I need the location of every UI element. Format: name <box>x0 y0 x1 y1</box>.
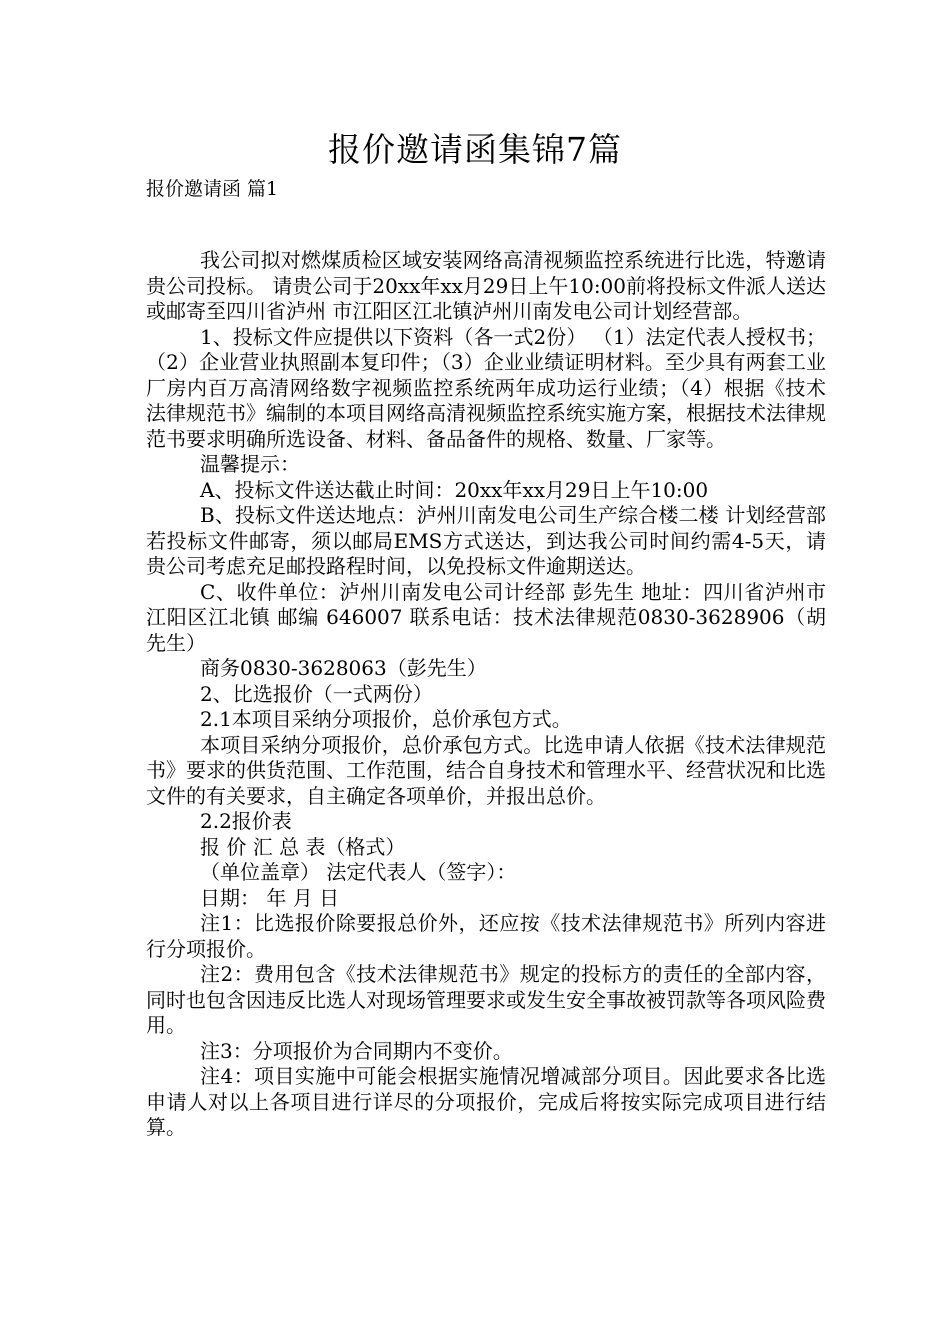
section-heading: 报价邀请函 篇1 <box>146 178 279 200</box>
paragraph-note-3: 注3：分项报价为合同期内不变价。 <box>200 1038 513 1063</box>
paragraph-tip-a: A、投标文件送达截止时间：20xx年xx月29日上午10:00 <box>200 477 709 502</box>
paragraph-item-1: 1、投标文件应提供以下资料（各一式2份） （1）法定代表人授权书； （2）企业营业执照副本复印件；（3）企业业绩证明材料。至少具有两套工业厂房内百万高清网络数字视频监控系统两年成功运行业绩；（4）根据《技术法律规范书》编制的本项目网络高清视频监控系统实施方案，根据技术法律规范书要求明确所选设备、材料、备品备件的规格、数量、厂家等。 <box>146 324 826 451</box>
paragraph-date-line: 日期： 年 月 日 <box>200 885 340 910</box>
paragraph-tips-heading: 温馨提示： <box>200 452 300 476</box>
paragraph-item-2-1: 2.1本项目采纳分项报价，总价承包方式。 <box>200 707 572 731</box>
paragraph-note-4: 注4：项目实施中可能会根据实施情况增减部分项目。因此要求各比选申请人对以上各项目进行详尽的分项报价，完成后将按实际完成项目进行结算。 <box>146 1064 826 1139</box>
paragraph-note-1: 注1：比选报价除要报总价外，还应按《技术法律规范书》所列内容进行分项报价。 <box>146 911 826 961</box>
paragraph-note-2: 注2：费用包含《技术法律规范书》规定的投标方的责任的全部内容，同时也包含因违反比选人对现场管理要求或发生安全事故被罚款等各项风险费用。 <box>146 962 826 1037</box>
paragraph-signature-line: （单位盖章） 法定代表人（签字）： <box>200 860 517 884</box>
paragraph-tip-c: C、收件单位：泸州川南发电公司计经部 彭先生 地址：四川省泸州市江阳区江北镇 邮编 646007 联系电话：技术法律规范0830-3628906（胡先生） <box>146 579 826 655</box>
paragraph-tip-b: B、投标文件送达地点：泸州川南发电公司生产综合楼二楼 计划经营部 若投标文件邮寄，须以邮局EMS方式送达，到达我公司时间约需4-5天，请贵公司考虑充足邮投路程时间，以免投标文件逾期送达。 <box>146 503 826 578</box>
paragraph-business-contact: 商务0830-3628063（彭先生） <box>200 656 487 680</box>
document-title: 报价邀请函集锦7篇 <box>328 130 622 169</box>
paragraph-pricing-method: 本项目采纳分项报价，总价承包方式。比选申请人依据《技术法律规范书》要求的供货范围、工作范围，结合自身技术和管理水平、经营状况和比选文件的有关要求，自主确定各项单价，并报出总价。 <box>146 732 826 808</box>
paragraph-item-2: 2、比选报价（一式两份） <box>200 681 433 706</box>
paragraph-summary-table-title: 报 价 汇 总 表（格式） <box>200 834 406 859</box>
paragraph-item-2-2: 2.2报价表 <box>200 809 292 833</box>
document-body <box>146 248 826 1141</box>
paragraph-intro: 我公司拟对燃煤质检区域安装网络高清视频监控系统进行比选，特邀请贵公司投标。 请贵公司于20xx年xx月29日上午10:00前将投标文件派人送达或邮寄至四川省泸州 市江阳区江北镇泸州川南发电公司计划经营部。 <box>146 248 827 323</box>
